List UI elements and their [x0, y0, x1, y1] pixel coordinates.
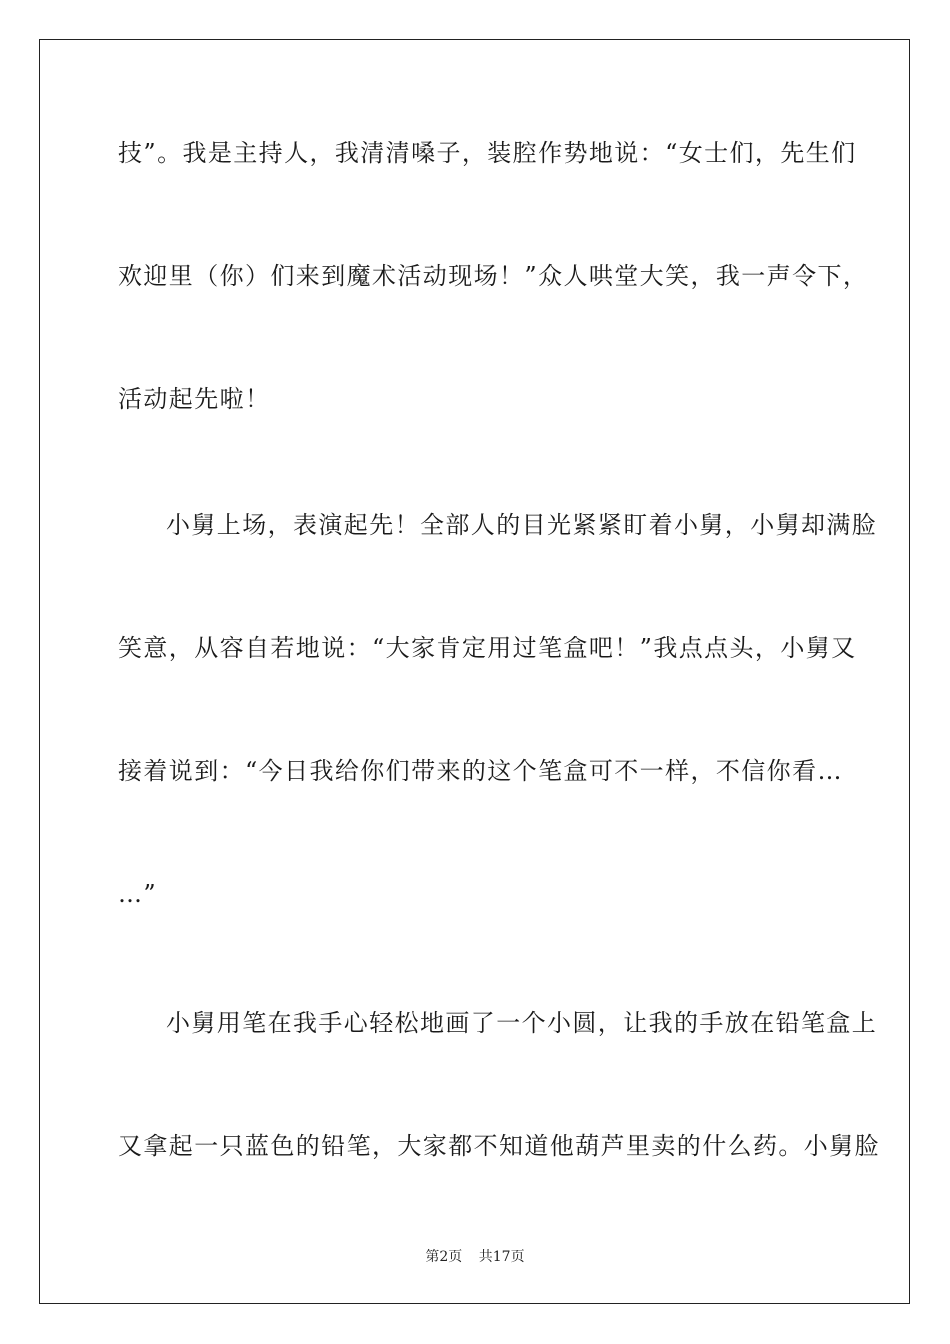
paragraph-2-line-4: …”: [118, 880, 158, 908]
text-line-1: 技”。我是主持人，我清清嗓子，装腔作势地说：“女士们，先生们: [118, 139, 857, 167]
paragraph-2-line-2: 笑意，从容自若地说：“大家肯定用过笔盒吧！”我点点头，小舅又: [118, 634, 857, 662]
text-line-2: 欢迎里（你）们来到魔术活动现场！”众人哄堂大笑，我一声令下，: [118, 262, 869, 290]
paragraph-2-line-3: 接着说到：“今日我给你们带来的这个笔盒可不一样，不信你看…: [118, 757, 843, 785]
text-line-3: 活动起先啦！: [118, 385, 271, 413]
page-number: 第2页: [425, 1249, 463, 1265]
paragraph-3-line-1: 小舅用笔在我手心轻松地画了一个小圆，让我的手放在铅笔盒上: [166, 1009, 878, 1037]
paragraph-3-line-2: 又拿起一只蓝色的铅笔，大家都不知道他葫芦里卖的什么药。小舅脸: [118, 1132, 880, 1160]
page-footer: [0, 1248, 950, 1266]
total-pages: 共17页: [478, 1249, 525, 1265]
paragraph-2-line-1: 小舅上场，表演起先！全部人的目光紧紧盯着小舅，小舅却满脸: [166, 511, 878, 539]
page-border: [39, 39, 910, 1304]
